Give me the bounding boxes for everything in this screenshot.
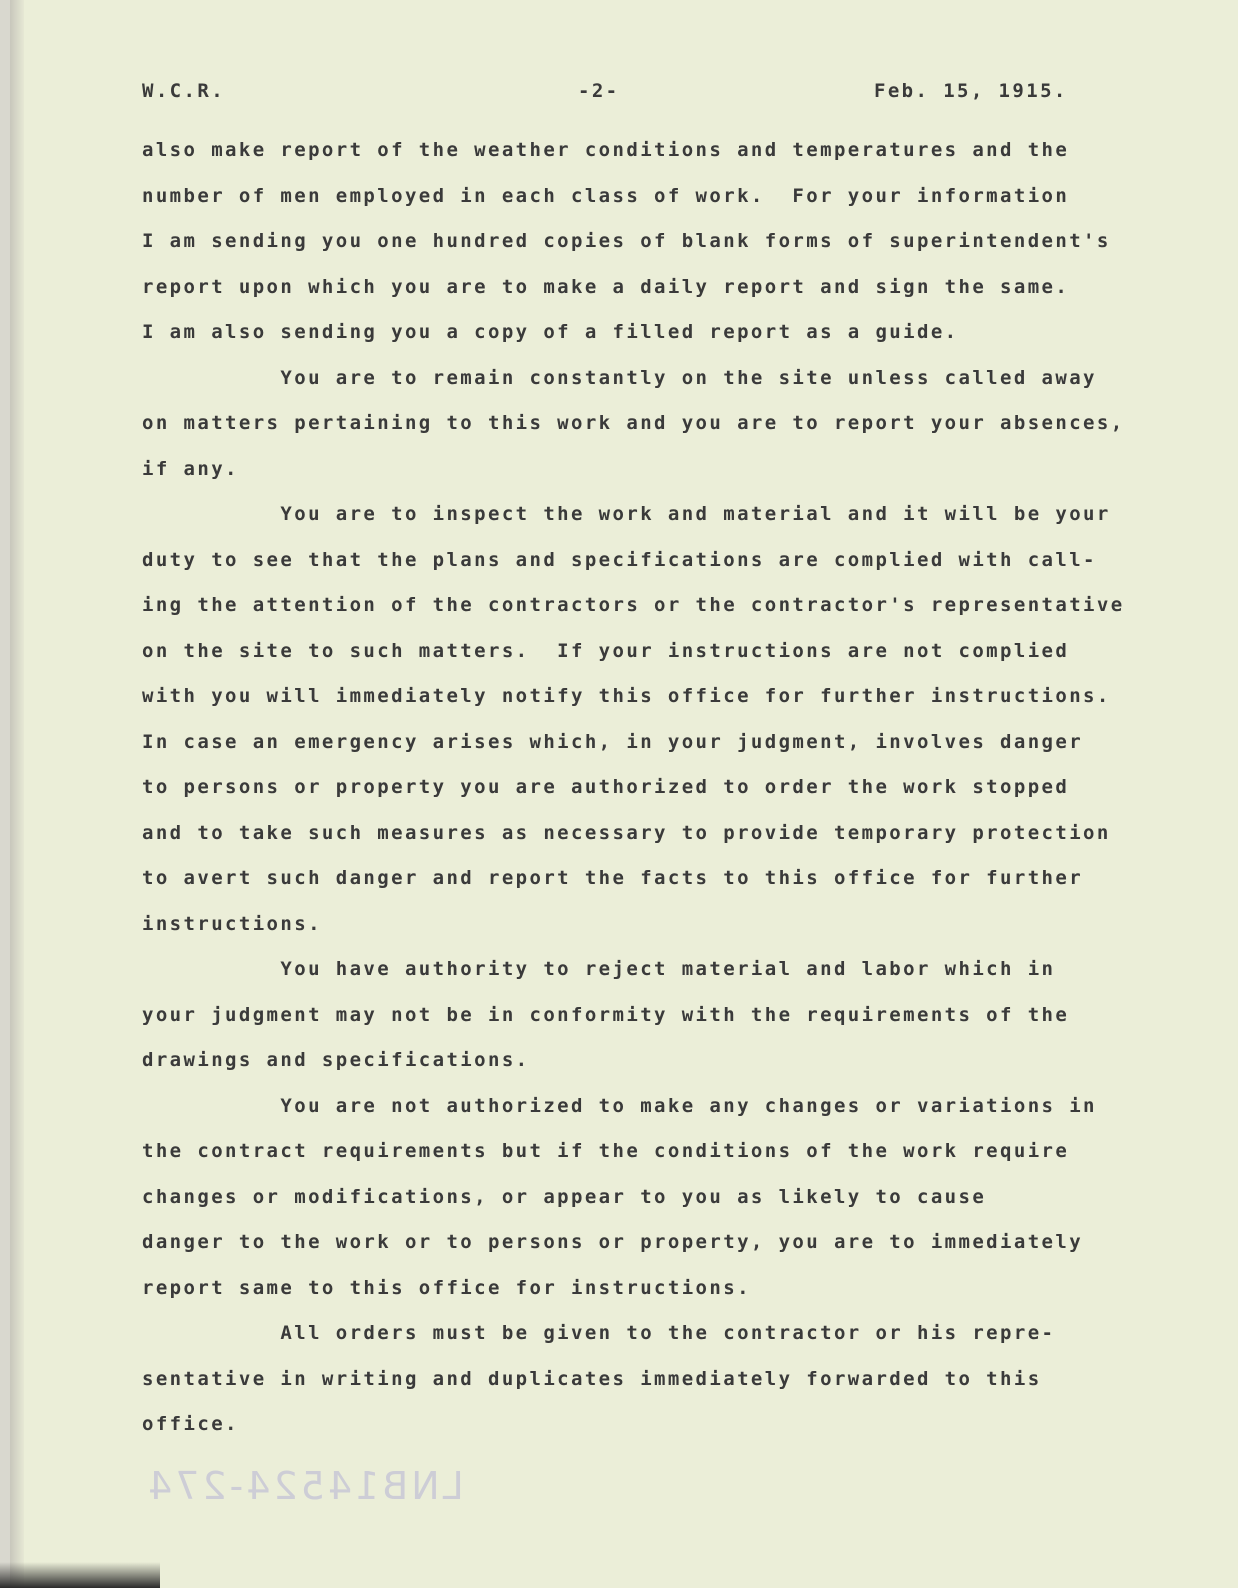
- text-line: You have authority to reject material and labor which in: [142, 958, 1056, 980]
- text-line: I am sending you one hundred copies of blank forms of superintendent's: [142, 230, 1111, 252]
- text-line: You are not authorized to make any changes or variations in: [142, 1094, 1097, 1117]
- text-line: You are to remain constantly on the site unless called away: [142, 366, 1097, 389]
- text-line: report upon which you are to make a daily report and sign the same.: [142, 275, 1070, 298]
- text-line: drawings and specifications.: [142, 1049, 530, 1071]
- paragraph-6: [142, 1311, 1142, 1448]
- text-line: with you will immediately notify this office for further instructions.: [142, 685, 1111, 707]
- text-line: and to take such measures as necessary to provide temporary protection: [142, 821, 1111, 844]
- text-line: ing the attention of the contractors or the contractor's representative: [142, 594, 1125, 616]
- letter-body: [142, 128, 1142, 1448]
- text-line: your judgment may not be in conformity with the requirements of the: [142, 1003, 1070, 1026]
- paragraph-5: [142, 1084, 1142, 1312]
- text-line: All orders must be given to the contractor or his repre-: [142, 1322, 1056, 1344]
- text-line: if any.: [142, 457, 239, 480]
- document-page: [10, 0, 1238, 1588]
- scan-corner-shadow: [0, 1562, 160, 1588]
- text-line: instructions.: [142, 912, 322, 935]
- text-line: sentative in writing and duplicates immediately forwarded to this: [142, 1367, 1042, 1390]
- paragraph-2: [142, 356, 1142, 493]
- text-line: number of men employed in each class of work. For your information: [142, 184, 1070, 207]
- header-initials: W.C.R.: [142, 80, 226, 102]
- text-line: I am also sending you a copy of a filled report as a guide.: [142, 321, 959, 343]
- letter-header: [142, 80, 1082, 110]
- paragraph-1: [142, 128, 1142, 356]
- header-date: Feb. 15, 1915.: [874, 80, 1068, 102]
- text-line: danger to the work or to persons or property, you are to immediately: [142, 1231, 1084, 1253]
- text-line: also make report of the weather conditions and temperatures and the: [142, 139, 1070, 161]
- page-number: -2-: [578, 80, 620, 102]
- text-line: on matters pertaining to this work and you are to report your absences,: [142, 412, 1125, 434]
- paragraph-4: [142, 947, 1142, 1084]
- text-line: report same to this office for instructions.: [142, 1276, 751, 1299]
- paragraph-3: [142, 492, 1142, 947]
- text-line: on the site to such matters. If your instructions are not complied: [142, 639, 1070, 662]
- text-line: In case an emergency arises which, in your judgment, involves danger: [142, 730, 1084, 753]
- text-line: office.: [142, 1413, 239, 1435]
- handwritten-archive-number: LNB14524-274: [145, 1464, 464, 1508]
- text-line: duty to see that the plans and specifications are complied with call-: [142, 548, 1097, 571]
- text-line: changes or modifications, or appear to you as likely to cause: [142, 1185, 987, 1208]
- text-line: to persons or property you are authorized to order the work stopped: [142, 776, 1070, 798]
- text-line: the contract requirements but if the conditions of the work require: [142, 1140, 1070, 1162]
- page-edge-shadow: [10, 0, 24, 1588]
- text-line: You are to inspect the work and material and it will be your: [142, 503, 1111, 525]
- text-line: to avert such danger and report the facts to this office for further: [142, 867, 1084, 889]
